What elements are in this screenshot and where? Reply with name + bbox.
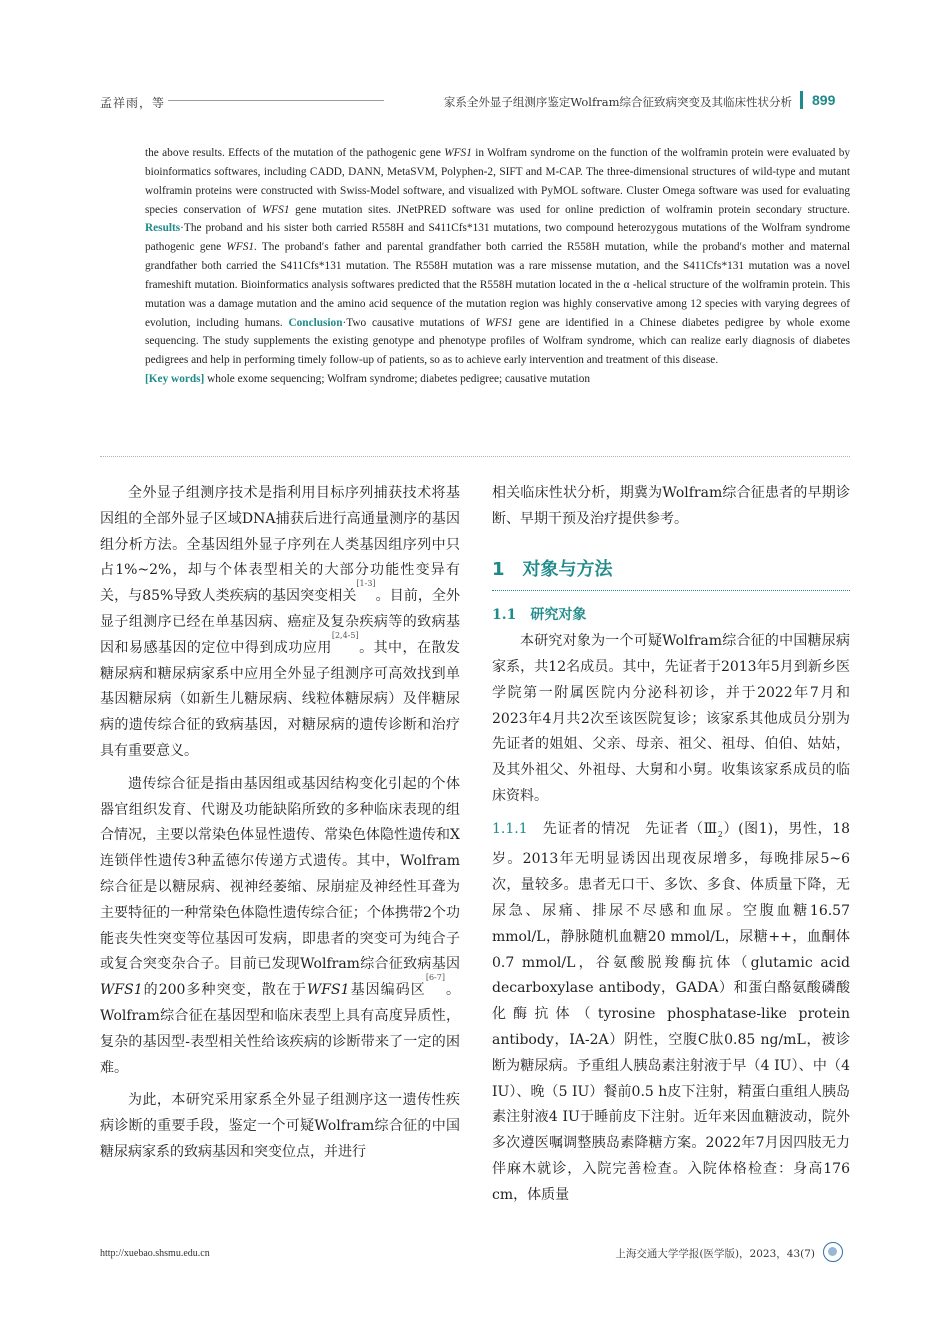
section-heading-1-1: 1.1 研究对象 <box>492 607 587 624</box>
paragraph-proband: 1.1.1 先证者的情况 先证者$(Ⅲ_2)$(图1)，男性，18岁。2013年无明显诱因出现夜尿增多，每晚排尿5~6次，量较多。患者无口干、多饮、多食、体质量下降，无尿急、尿痛、排尿不尽感和血尿。空腹血糖16.57 mmol/L，静脉随机血糖20 mmol/L，尿糖++，血酮体0.7 mmol/L，谷氨酸脱羧酶抗体（glutamic acid decarboxylase antibody，GADA）和蛋白酪氨酸磷酸化酶抗体（tyrosine phosphatase-like protein antibody，IA-2A）阴性，空腹C肽0.85 ng/mL，被诊断为糖尿病。予重组人胰岛素注射液于早（4 IU）、中（4 IU）、晚（5 IU）餐前0.5 h皮下注射，精蛋白重组人胰岛素注射液4 IU于睡前皮下注射。近年来因血糖波动，院外多次遵医嘱调整胰岛素降糖方案。2022年7月因四肢无力伴麻木就诊，入院完善检查。入院体格检查：身高176 cm，体质量 <box>492 820 851 1203</box>
right-column <box>492 481 850 1216</box>
conclusion-label: Conclusion <box>288 316 343 329</box>
paragraph-intro-1: 全外显子组测序技术是指利用目标序列捕获技术将基因组的全部外显子区域DNA捕获后进行高通量测序的基因组分析方法。全基因组外显子序列在人类基因组序列中只占1%~2%，却与个体表型相关的大部分功能性变异有关，与85%导致人类疾病的基因突变相关[1-3]。目前，全外显子组测序已经在单基因病、癌症及复杂疾病等的致病基因和易感基因的定位中得到成功应用[2,4-5]。其中，在散发糖尿病和糖尿病家系中应用全外显子组测序可高效找到单基因糖尿病（如新生儿糖尿病、线粒体糖尿病）及伴糖尿病的遗传综合征的致病基因，对糖尿病的遗传诊断和治疗具有重要意义。 <box>100 485 461 759</box>
header-rule <box>168 100 384 101</box>
left-column <box>100 481 460 1173</box>
footer-url: http://xuebao.shsmu.edu.cn <box>100 1248 210 1259</box>
keywords-label: [Key words] <box>145 373 205 386</box>
citation: [1-3] <box>356 579 376 589</box>
paragraph-intro-3: 为此，本研究采用家系全外显子组测序这一遗传性疾病诊断的重要手段，鉴定一个可疑Wolfram综合征的中国糖尿病家系的致病基因和突变位点，并进行 <box>100 1092 460 1160</box>
header-accent-bar <box>800 91 803 109</box>
english-abstract <box>145 144 850 389</box>
subsection-title: 先证者的情况 <box>542 820 631 837</box>
paragraph-intro-2: 遗传综合征是指由基因组或基因结构变化引起的个体器官组织发育、代谢及功能缺陷所致的多种临床表现的组合情况，主要以常染色体显性遗传、常染色体隐性遗传和X连锁伴性遗传3种孟德尔传递方式遗传。其中，Wolfram综合征是以糖尿病、视神经萎缩、尿崩症及神经性耳聋为主要特征的一种常染色体隐性遗传综合征；个体携带2个功能丧失性突变等位基因可发病，即患者的突变可为纯合子或复合突变杂合子。目前已发现Wolfram综合征致病基因WFS1的200多种突变，散在于WFS1基因编码区[6-7]。Wolfram综合征在基因型和临床表型上具有高度异质性，复杂的基因型-表型相关性给该疾病的诊断带来了一定的困难。 <box>100 775 461 1076</box>
page-number: 899 <box>812 92 836 108</box>
results-label: Results <box>145 222 181 235</box>
running-head-authors: 孟祥雨，等 <box>100 96 166 110</box>
footer-journal: 上海交通大学学报(医学版)，2023，43(7) <box>615 1248 815 1260</box>
section-number-1-1-1: 1.1.1 <box>492 820 528 837</box>
citation: [2,4-5] <box>331 630 359 640</box>
abstract-divider <box>100 456 850 457</box>
running-head-title: 家系全外显子组测序鉴定Wolfram综合征致病突变及其临床性状分析 <box>443 95 792 109</box>
citation: [6-7] <box>425 973 445 983</box>
paragraph-study-subjects: 本研究对象为一个可疑Wolfram综合征的中国糖尿病家系，共12名成员。其中，先证者于2013年5月到新乡医学院第一附属医院内分泌科初诊，并于2022年7月和2023年4月共2次至该医院复诊；该家系其他成员分别为先证者的姐姐、父亲、母亲、祖父、祖母、伯伯、姑姑，及其外祖父、外祖母、大舅和小舅。收集该家系成员的临床资料。 <box>492 633 850 804</box>
section-heading-rule <box>492 590 850 591</box>
section-heading-1: 1 对象与方法 <box>492 558 613 580</box>
abstract-body: the above results. Effects of the mutation of the pathogenic gene WFS1 in Wolfram syndrome on the function of the wolframin protein were evaluated by bioinformatics softwares, including CADD, DANN, MetaSVM, Polyphen-2, SIFT and M-CAP. The three-dimensional structures of wild-type and mutant wolframin proteins were constructed with Swiss-Model software, and visualized with PyMOL software. Cluster Omega software was used for evaluating species conservation of WFS1 gene mutation sites. JNetPRED software was used for online prediction of wolframin protein secondary structure. Results·The proband and his sister both carried R558H and S411Cfs*131 mutations, two compound heterozygous mutations of the Wolfram syndrome pathogenic gene WFS1. The proband′s father and parental grandfather both carried the R558H mutation, while the proband′s mother and maternal grandfather both carried the S411Cfs*131 mutation. The R558H mutation was a rare missense mutation, and the S411Cfs*131 mutation was a novel frameshift mutation. Bioinformatics analysis softwares predicted that the R558H mutation located in the α -helical structure of the wolframin protein. This mutation was a damage mutation and the amino acid sequence of the mutation region was highly conservative among 12 species with varying degrees of evolution, including humans. Conclusion·Two causative mutations of WFS1 gene are identified in a Chinese diabetes pedigree by whole exome sequencing. The study supplements the existing genotype and phenotype profiles of Wolfram syndrome, which can realize early diagnosis of diabetes pedigrees and help in performing timely follow-up of patients, so as to achieve early intervention and treatment of this disease. <box>145 147 850 367</box>
paragraph-intro-3-cont: 相关临床性状分析，期冀为Wolfram综合征患者的早期诊断、早期干预及治疗提供参考。 <box>492 485 850 527</box>
keywords: [Key words] whole exome sequencing; Wolfram syndrome; diabetes pedigree; causative mutation <box>145 373 590 386</box>
journal-logo-icon <box>823 1242 843 1262</box>
